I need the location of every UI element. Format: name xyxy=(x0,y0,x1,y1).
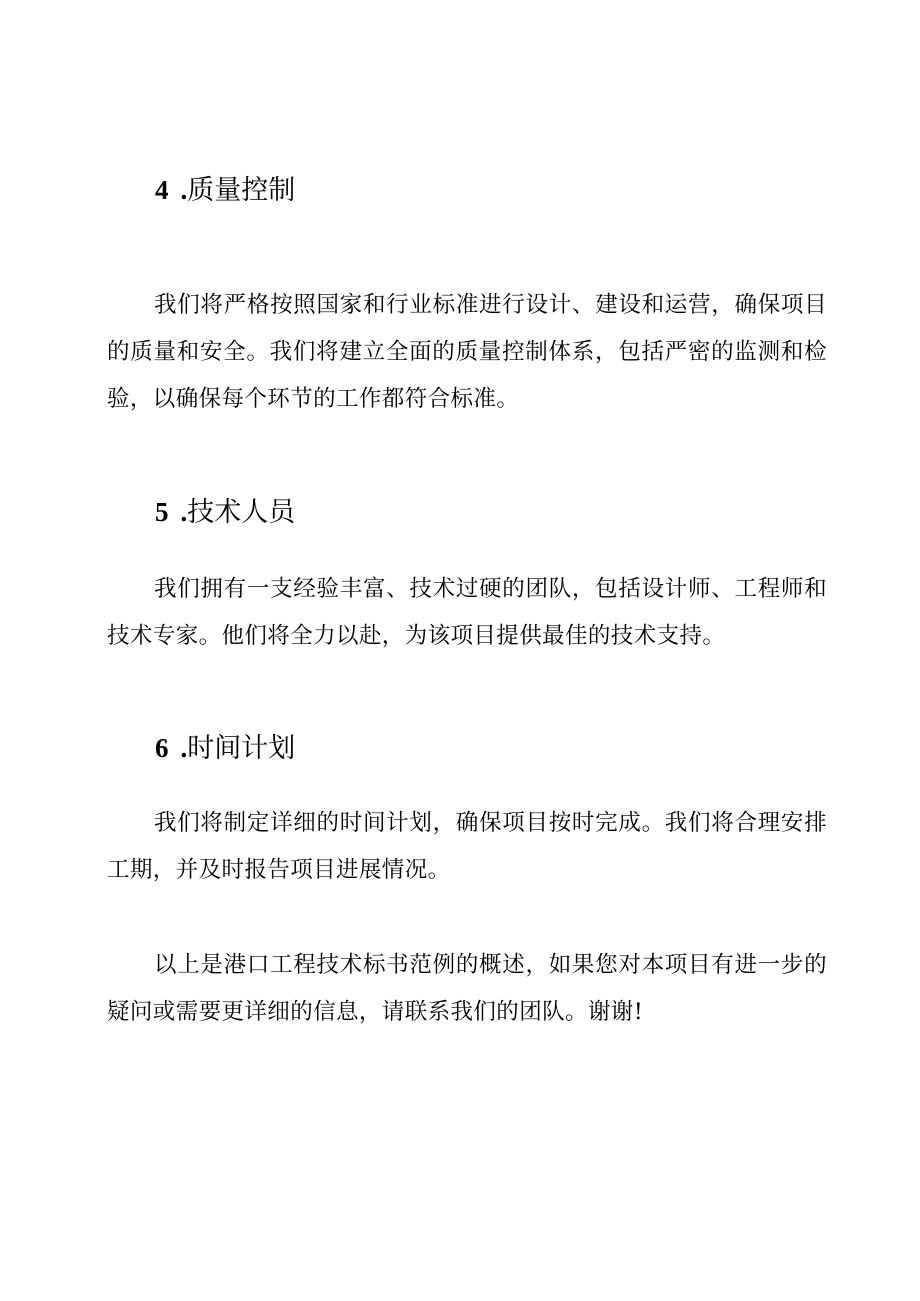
section-paragraph-quality-control: 我们将严格按照国家和行业标准进行设计、建设和运营，确保项目的质量和安全。我们将建立全面的质量控制体系，包括严密的监测和检验，以确保每个环节的工作都符合标准。 xyxy=(107,292,827,412)
section-title: 时间计划 xyxy=(187,733,296,764)
section-paragraph-schedule: 我们将制定详细的时间计划，确保项目按时完成。我们将合理安排工期，并及时报告项目进展情况。 xyxy=(107,810,827,883)
section-number: 6 xyxy=(155,733,169,763)
section-heading-quality-control: 4 .质量控制 xyxy=(155,175,296,206)
section-paragraph-technical-staff: 我们拥有一支经验丰富、技术过硬的团队，包括设计师、工程师和技术专家。他们将全力以赴，为该项目提供最佳的技术支持。 xyxy=(107,576,827,649)
closing-paragraph: 以上是港口工程技术标书范例的概述，如果您对本项目有进一步的疑问或需要更详细的信息，请联系我们的团队。谢谢! xyxy=(107,952,827,1025)
section-heading-schedule: 6 .时间计划 xyxy=(155,733,296,764)
section-number: 5 xyxy=(155,497,169,527)
section-number: 4 xyxy=(155,175,169,205)
section-heading-technical-staff: 5 .技术人员 xyxy=(155,497,296,528)
section-title: 技术人员 xyxy=(187,497,296,528)
section-title: 质量控制 xyxy=(187,175,296,206)
